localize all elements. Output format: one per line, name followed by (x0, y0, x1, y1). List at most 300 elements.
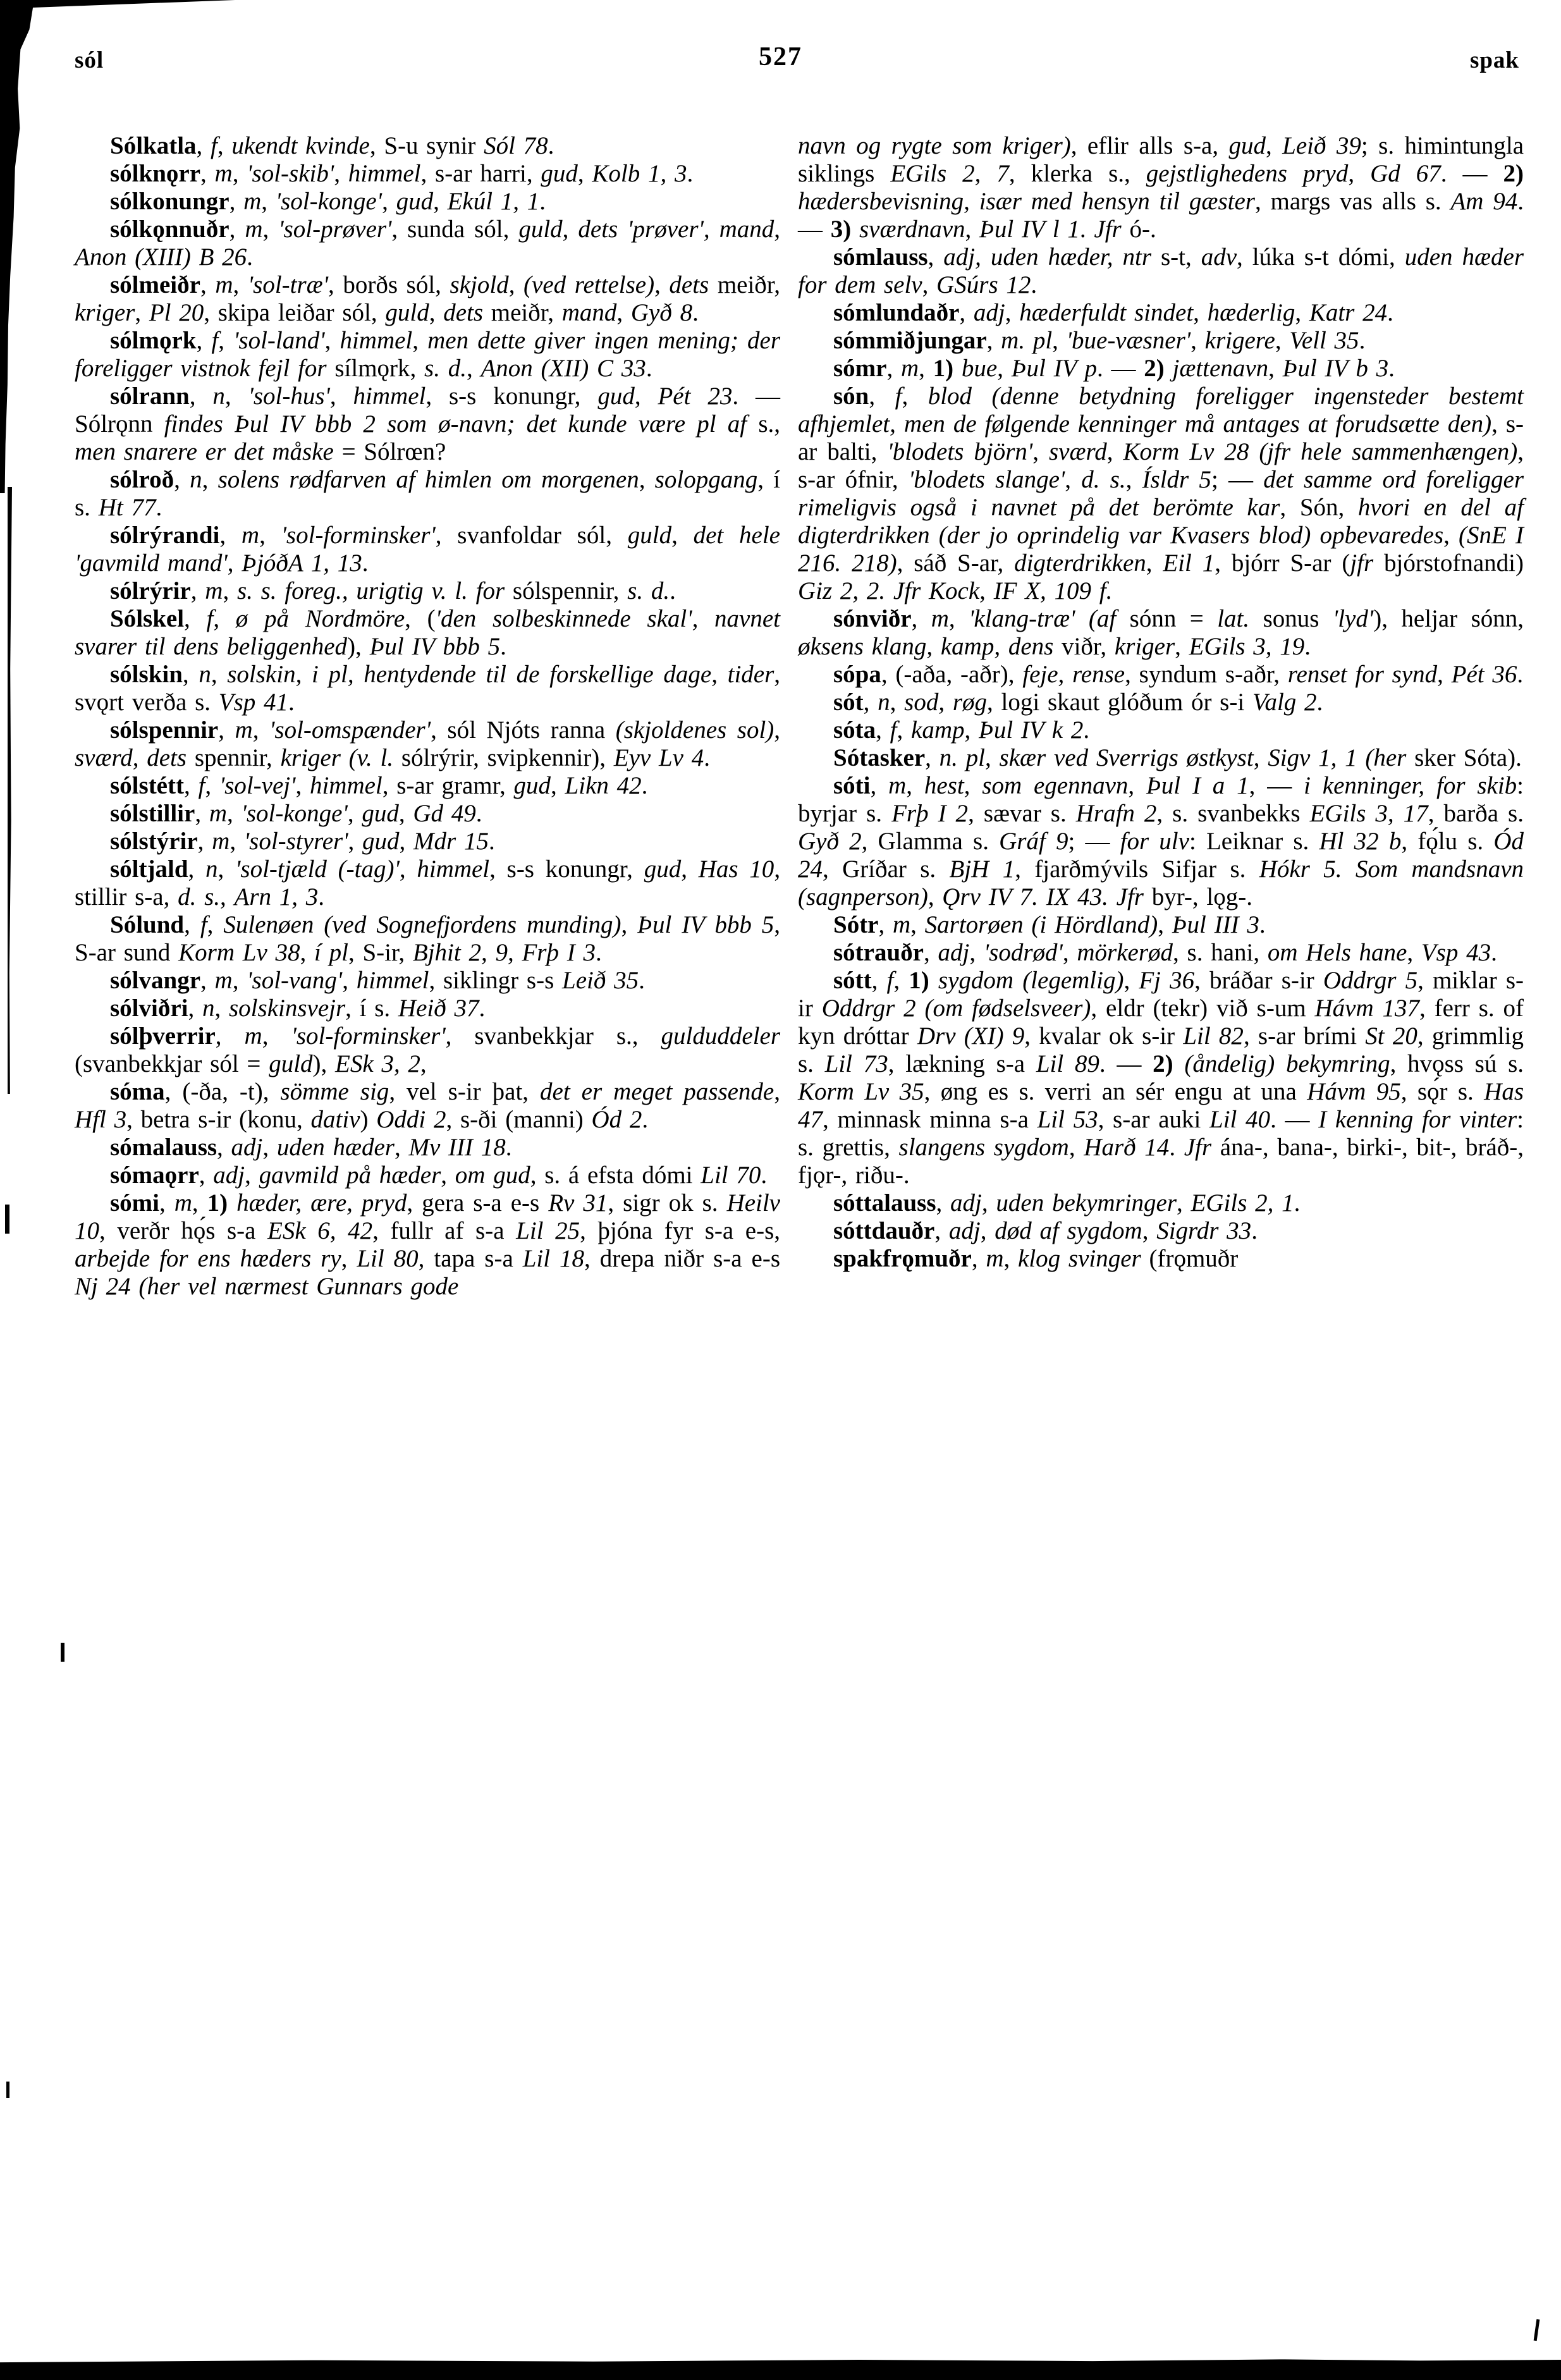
entry-text-run: . (692, 299, 699, 326)
entry-text-run: , (223, 577, 237, 604)
entry-text-run: , svanfoldar sól, (435, 522, 628, 549)
entry-text-run: ; s. himintungla siklings (798, 132, 1524, 187)
entry-text-run: sómlundaðr (833, 299, 960, 326)
entry-text-run: , (981, 1189, 996, 1217)
entry-text-run: bjórstofnandi) (1373, 549, 1524, 577)
entry-text-run: , (1348, 160, 1371, 187)
entry-text-run: Vsp 41 (218, 689, 289, 716)
entry-text-run: f (200, 911, 207, 938)
entry-text-run: , (959, 299, 974, 326)
entry-text-run: , (135, 299, 149, 326)
entry-text-run: , (1268, 355, 1283, 382)
entry-text-run: lat. (1217, 605, 1250, 632)
entry-text-run: adj (938, 939, 970, 966)
entry-text-run: guld (518, 216, 563, 243)
entry-text-run: , lækning s-a (888, 1050, 1036, 1077)
entry-text-run: , (910, 911, 925, 938)
dictionary-entry (798, 605, 1524, 661)
entry-text-run: n (205, 856, 218, 883)
entry-text-run: sólroð (110, 466, 174, 493)
scan-artifact-speck (61, 1643, 64, 1662)
entry-text-run: , (202, 466, 218, 493)
entry-text-run: Hfl 3 (75, 1106, 127, 1133)
entry-text-run: hæderlig (1207, 299, 1295, 326)
entry-text-run: gud (513, 772, 551, 799)
entry-text-run: gud (1228, 132, 1266, 159)
entry-text-run: m (214, 160, 233, 187)
entry-text-run: . (1304, 633, 1311, 660)
entry-text-run: , (382, 188, 396, 215)
entry-text-run: , (200, 271, 216, 298)
entry-text-run: , stillir s-a, (75, 856, 781, 911)
entry-text-run: , (562, 216, 578, 243)
entry-text-run: s., (747, 410, 780, 438)
entry-text-run: Hókr 5. Som mandsnavn (sagnperson) (798, 856, 1524, 911)
entry-text-run: , (218, 327, 234, 354)
dictionary-entry (798, 911, 1524, 939)
entry-text-run: guld (269, 1050, 313, 1077)
entry-text-run: , (1128, 772, 1146, 799)
entry-text-run: Pét 36 (1451, 661, 1517, 688)
entry-text-run: , (227, 549, 242, 577)
entry-text-run: . (1031, 271, 1038, 298)
entry-text-run: for ulv (1120, 828, 1189, 855)
entry-text-run: Korm Lv 28 (jfr hele sammenhængen) (1123, 438, 1518, 465)
entry-text-run: solskinsvejr (229, 995, 346, 1022)
dictionary-entry (75, 1134, 780, 1162)
entry-text-run: , (199, 1162, 214, 1189)
entry-text-run: , (218, 716, 235, 744)
entry-text-run: Anon (XII) C 33 (481, 355, 646, 382)
entry-text-run: , (1407, 939, 1421, 966)
entry-text-run: Harð 14 (1084, 1134, 1170, 1161)
entry-text-run: Lil 53 (1037, 1106, 1098, 1133)
entry-text-run: , Gríðar s. (823, 856, 950, 883)
entry-text-run: Gráf 9 (999, 828, 1068, 855)
entry-text-run: gud (396, 188, 434, 215)
entry-text-run: Pl 20 (149, 299, 204, 326)
entry-text-run: , (1062, 939, 1077, 966)
entry-text-run: , (934, 1217, 949, 1244)
entry-text-run: Rv 31 (548, 1189, 608, 1217)
entry-text-run: , s. svanbekks (1156, 800, 1310, 827)
entry-text-run: , (-ða, -t), (164, 1078, 281, 1105)
entry-text-run: ukendt kvinde (231, 132, 370, 159)
entry-text-run: , (508, 271, 524, 298)
entry-text-run: kriger (1114, 633, 1175, 660)
entry-text-run: sómmiðjungar (833, 327, 987, 354)
entry-text-run: : Leiknar s. (1189, 828, 1319, 855)
entry-text-run: , Glamma s. (861, 828, 1000, 855)
entry-text-run: gulduddeler (661, 1022, 781, 1050)
entry-text-run: . — (798, 188, 1524, 243)
entry-text-run: om Hels hane (1267, 939, 1407, 966)
entry-text-run: , (681, 856, 699, 883)
dictionary-entry (75, 605, 780, 661)
entry-text-run: dets (443, 299, 484, 326)
entry-text-run: Lil 25 (516, 1217, 580, 1244)
entry-text-run: , klerka s., (1008, 160, 1146, 187)
entry-text-run: , (1437, 661, 1452, 688)
entry-text-run: . (761, 1162, 768, 1189)
entry-text-run: dets 'prøver', mand (578, 216, 774, 243)
entry-text-run: gavmild på hæder (259, 1162, 441, 1189)
entry-text-run: solens rødfarven af himlen om morgenen, solopgang (217, 466, 758, 493)
entry-text-run: ), heljar sónn, (1373, 605, 1524, 632)
entry-text-run: d. s. (178, 883, 221, 911)
scan-artifact-bottom-edge (0, 2359, 1561, 2380)
entry-text-run: , fjarðmývils Sifjar s. (1015, 856, 1259, 883)
entry-text-run: , eldr (tekr) við s-um (1091, 995, 1315, 1022)
entry-text-run: , (207, 911, 224, 938)
entry-text-run: , (927, 883, 943, 911)
entry-text-run: , (948, 605, 969, 632)
entry-text-run: Lil 89 (1036, 1050, 1099, 1077)
entry-text-run: Ǫrv IV 7. IX 43. Jfr (942, 883, 1144, 911)
entry-text-run: 'klang-træ' (af (969, 605, 1117, 632)
entry-text-run: f (895, 383, 902, 410)
entry-text-run: EGils 2, 1 (1191, 1189, 1294, 1217)
entry-text-run: , (420, 1050, 427, 1077)
dictionary-entry (75, 327, 780, 383)
entry-text-run: sóltjald (110, 856, 188, 883)
entry-text-run: , (334, 160, 348, 187)
entry-text-run: Has 10 (698, 856, 774, 883)
entry-text-run: , (1275, 327, 1290, 354)
entry-text-run: uden hæder (276, 1134, 395, 1161)
entry-text-run: 1) (207, 1189, 228, 1217)
entry-text-run: , (211, 661, 228, 688)
entry-text-run: , (986, 327, 1001, 354)
entry-text-run: = Sólrœn? (333, 438, 446, 465)
entry-text-run: , (252, 716, 270, 744)
entry-text-run: sólkonungr (110, 188, 230, 215)
entry-text-run: , (1175, 633, 1189, 660)
entry-text-run: , (295, 772, 310, 799)
entry-text-run: men dette giver ingen mening; der foreligger vistnok fejl for (75, 327, 780, 382)
entry-text-run: Lil 18 (522, 1245, 585, 1272)
entry-text-run: , (871, 967, 887, 994)
entry-text-run: hest, som egennavn (924, 772, 1129, 799)
entry-text-run: f (211, 132, 217, 159)
entry-text-run: . (488, 828, 495, 855)
entry-text-run: , (971, 1245, 986, 1272)
entry-text-run: : s. grettis, (798, 1106, 1524, 1161)
entry-text-run: , (902, 383, 928, 410)
entry-text-run: sóttdauðr (833, 1217, 935, 1244)
entry-text-run: , (300, 939, 315, 966)
dictionary-entry (798, 744, 1524, 772)
entry-text-run: skær ved Sverrigs østkyst (999, 744, 1254, 771)
entry-text-run: , (159, 1189, 174, 1217)
entry-text-run: sygdom (legemlig) (938, 967, 1124, 994)
entry-text-run: , s. á efsta dómi (530, 1162, 701, 1189)
entry-text-run: , (219, 522, 242, 549)
dictionary-entry (75, 383, 780, 466)
entry-text-run: m (243, 188, 262, 215)
entry-text-run: m (931, 605, 949, 632)
entry-text-run: . (548, 132, 554, 159)
entry-text-run: , svanbekkjar s., (445, 1022, 661, 1050)
entry-text-run: , þjóna fyr s-a e-s, (580, 1217, 780, 1244)
entry-text-run: , (200, 967, 215, 994)
entry-text-run: Leið 35 (562, 967, 639, 994)
entry-text-run: øksens klang, kamp, dens (798, 633, 1054, 660)
dictionary-entry (75, 716, 780, 772)
entry-text-run: , (399, 828, 414, 855)
entry-text-run: Sólund (110, 911, 185, 938)
entry-text-run: Arn 1, 3 (234, 883, 319, 911)
entry-text-run: 'den solbeskinnede skal', navnet svarer til dens beliggenhed (75, 605, 780, 660)
entry-text-run: , (348, 828, 363, 855)
entry-text-run: , (342, 967, 357, 994)
entry-text-run: , s. hani, (1173, 939, 1268, 966)
entry-text-run: , (229, 216, 245, 243)
entry-text-run: , (229, 188, 244, 215)
entry-text-run: Lil 40 (1209, 1106, 1271, 1133)
entry-text-run: sonus (1249, 605, 1333, 632)
entry-text-run: n (199, 661, 211, 688)
entry-text-run: , Són, (1280, 494, 1358, 521)
entry-text-run: 'sol-prøver' (278, 216, 392, 243)
entry-text-run: gud (362, 800, 399, 827)
entry-text-run: Fj 36 (1139, 967, 1195, 994)
entry-text-run: navn og rygte som kriger) (798, 132, 1071, 159)
entry-text-run: sværd (75, 744, 133, 771)
entry-text-run: . (687, 160, 694, 187)
entry-text-run: , (936, 1189, 951, 1217)
entry-text-run: slangens sygdom (898, 1134, 1069, 1161)
entry-text-run: , (1266, 132, 1283, 159)
dictionary-entry (798, 661, 1524, 689)
entry-text-run: sólrýrandi (110, 522, 220, 549)
entry-text-run: , (878, 911, 893, 938)
entry-text-run: , (259, 522, 281, 549)
dictionary-entry (75, 160, 780, 188)
entry-text-run: meiðr, (709, 271, 780, 298)
entry-text-run: krigere (1204, 327, 1275, 354)
entry-text-run: m (209, 800, 228, 827)
entry-text-run: , s-ar harri, (420, 160, 541, 187)
entry-text-run: , (-aða, -aðr), (881, 661, 1023, 688)
entry-text-run: , (1177, 1189, 1191, 1217)
entry-text-run: m (205, 577, 223, 604)
entry-text-run: : byrjar s. (798, 772, 1524, 827)
entry-text-run: kriger (75, 299, 135, 326)
entry-text-run: blod (denne betydning foreligger ingensteder bestemt afhjemlet, men de følgende kenninger må antages at forudsætte den) (798, 383, 1524, 438)
entry-text-run: Kolb 1, 3 (592, 160, 687, 187)
entry-text-run: sod, røg (904, 689, 988, 716)
entry-text-run: 'bue-væsner' (1066, 327, 1191, 354)
entry-text-run: Oddrgr 2 (om fødselsveer) (821, 995, 1091, 1022)
entry-text-run: . (1316, 689, 1323, 716)
entry-text-run: jfr (1350, 549, 1374, 577)
entry-text-run: Has 47 (798, 1078, 1524, 1133)
guide-word-right: spak (1469, 47, 1519, 73)
dictionary-entry (75, 1162, 780, 1189)
entry-text-run: sópa (833, 661, 881, 688)
entry-text-run: Bjhit 2, 9, Frþ I 3 (412, 939, 596, 966)
entry-text-run: . (1491, 939, 1497, 966)
entry-text-run: , (132, 744, 147, 771)
entry-text-run: I kenning for vinter (1318, 1106, 1517, 1133)
entry-text-run: ), (312, 1050, 336, 1077)
entry-text-run: , (671, 522, 694, 549)
entry-text-run: f (886, 967, 894, 994)
entry-text-run: , (217, 856, 236, 883)
entry-text-run: himmel (417, 856, 490, 883)
entry-text-run: , siklingr s-s (429, 967, 563, 994)
entry-text-run: , (634, 383, 658, 410)
entry-text-run: sómr (833, 355, 887, 382)
entry-text-run: m (241, 522, 260, 549)
entry-text-run: , svǫrt verða s. (75, 661, 781, 716)
entry-text-run: 'sol-træ' (247, 271, 329, 298)
entry-text-run: dets (147, 744, 187, 771)
entry-text-run: , (183, 772, 199, 799)
entry-text-run: solskin, i pl, hentydende til de forskellige dage, tider (227, 661, 774, 688)
entry-text-run: men snarere er det måske (75, 438, 334, 465)
entry-text-run: ó-. (1121, 216, 1156, 243)
entry-text-run: 'sol-forminsker' (291, 1022, 446, 1050)
entry-text-run: , (441, 1162, 455, 1189)
dictionary-entry (798, 716, 1524, 744)
entry-text-run: , (1106, 438, 1123, 465)
entry-text-run: m (174, 1189, 192, 1217)
entry-text-run: sólmeiðr (110, 271, 200, 298)
entry-text-run (851, 216, 859, 243)
entry-text-run: f (211, 327, 219, 354)
entry-text-run: Þul IV b 3 (1282, 355, 1389, 382)
entry-text-run: , (1193, 299, 1208, 326)
entry-text-run: kamp (911, 716, 965, 744)
dictionary-entry (75, 967, 780, 995)
entry-text-run: EGils 3, 17 (1309, 800, 1428, 827)
entry-text-run: Frþ I 2 (891, 800, 969, 827)
entry-text-run: BjH 1 (949, 856, 1015, 883)
entry-text-run: adj (948, 1217, 981, 1244)
entry-text-run: , (1068, 1134, 1084, 1161)
entry-text-run: sílmǫrk, (326, 355, 425, 382)
entry-text-run: , skipa leiðar sól, (204, 299, 386, 326)
entry-text-run: sómi (110, 1189, 159, 1217)
entry-text-run: , í s. (75, 466, 781, 521)
entry-text-run: , — (1249, 772, 1304, 799)
entry-text-run: sólkǫnnuðr (110, 216, 230, 243)
entry-text-run: , fǫ́lu s. (1401, 828, 1494, 855)
entry-text-run: m (986, 1245, 1004, 1272)
scan-artifact-speck (5, 1205, 9, 1234)
entry-text-run: , (893, 967, 909, 994)
entry-text-run: , (341, 1245, 357, 1272)
entry-text-run: , (433, 188, 448, 215)
entry-text-run: Gyð 2 (798, 828, 862, 855)
entry-text-run: , (224, 383, 248, 410)
entry-text-run: 'sol-land' (233, 327, 325, 354)
entry-text-run (1173, 1050, 1185, 1077)
entry-text-run: Hl 32 b (1319, 828, 1402, 855)
dictionary-entry (798, 967, 1524, 1189)
entry-text-run: ø på Nordmöre (235, 605, 405, 632)
entry-text-run: , (214, 995, 229, 1022)
dictionary-entry (75, 1022, 780, 1078)
entry-text-run: sóta (833, 716, 876, 744)
entry-text-run: , (1158, 911, 1172, 938)
entry-text-run: Mdr 15 (413, 828, 489, 855)
entry-text-run: Hrafn 2 (1075, 800, 1157, 827)
dictionary-entry (75, 577, 780, 605)
entry-text-run (929, 967, 938, 994)
entry-text-run: , (985, 744, 1000, 771)
dictionary-entry (75, 911, 780, 967)
entry-text-run: ), (347, 633, 370, 660)
dictionary-entry (798, 1189, 1524, 1217)
entry-text-run: , ferr s. of kyn dróttar (798, 995, 1524, 1050)
entry-text-run: , (412, 327, 428, 354)
dictionary-entry (798, 939, 1524, 967)
entry-text-run: , (324, 327, 340, 354)
entry-text-run: Mv III 18 (408, 1134, 506, 1161)
entry-text-run: n (190, 466, 202, 493)
entry-text-run: , (200, 160, 215, 187)
entry-text-run: himmel (309, 772, 383, 799)
entry-text-run: digterdrikken (1014, 549, 1146, 577)
entry-text-run: kriger (v. l. (280, 744, 394, 771)
entry-text-run: ; — (1068, 828, 1120, 855)
entry-text-run: . (505, 1134, 512, 1161)
entry-text-run: , (890, 689, 905, 716)
entry-text-run: 1) (933, 355, 954, 382)
entry-text-run: s. s. foreg., urigtig v. l. for (236, 577, 505, 604)
entry-text-run: , (220, 883, 235, 911)
entry-text-run: , (997, 355, 1012, 382)
dictionary-entry (75, 188, 780, 216)
entry-text-run: hæder, ære, pryd (236, 1189, 407, 1217)
entry-text-run: adj (231, 1134, 263, 1161)
entry-text-run: Þul IV p (1011, 355, 1097, 382)
entry-text-run: , (1253, 744, 1268, 771)
entry-text-run (228, 1189, 236, 1217)
entry-text-run: , (919, 355, 933, 382)
entry-text-run: sómlauss (833, 243, 928, 271)
entry-text-run: hædersbevisning, især med hensyn til gæster (798, 188, 1255, 215)
entry-text-run: , (1123, 967, 1139, 994)
entry-text-run: f (890, 716, 897, 744)
entry-text-run: himmel (353, 383, 426, 410)
entry-text-run: , (182, 661, 199, 688)
entry-text-run: spennir, (187, 744, 281, 771)
entry-text-run: , s-ar balti, (798, 410, 1524, 465)
entry-text-run: spakfrǫmuðr (833, 1245, 972, 1272)
entry-text-run: , sigr ok s. (608, 1189, 727, 1217)
entry-text-run: , hvǫss sú s. (1390, 1050, 1524, 1077)
entry-text-run: . (247, 243, 253, 271)
entry-text-run: Valg 2 (1252, 689, 1317, 716)
entry-text-run: , (1032, 438, 1049, 465)
entry-text-run: , (969, 939, 984, 966)
entry-text-run: sónviðr (833, 605, 912, 632)
entry-text-run: sólþverrir (110, 1022, 216, 1050)
entry-text-run: ; — (1211, 466, 1264, 493)
entry-text-run: uden hæder for dem selv (798, 243, 1524, 298)
dictionary-entry (798, 383, 1524, 605)
entry-text-run: St 20 (1365, 1022, 1417, 1050)
entry-text-run: , margs vas alls s. (1254, 188, 1451, 215)
entry-text-run: , s-ar brími (1243, 1022, 1366, 1050)
entry-text-run: adj (950, 1189, 982, 1217)
entry-text-run: . (1517, 661, 1524, 688)
entry-text-run: sólskin (110, 661, 183, 688)
